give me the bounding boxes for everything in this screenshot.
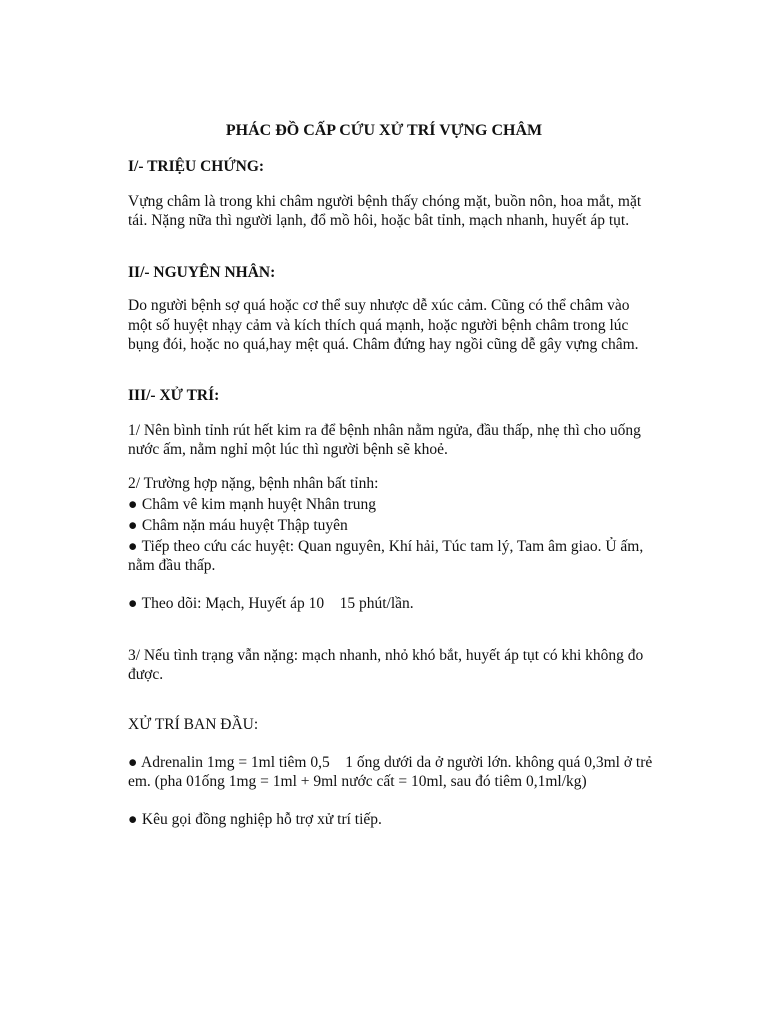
heading-initial-treatment: XỬ TRÍ BAN ĐẦU: (128, 716, 259, 733)
symptoms-line-2: tái. Nặng nữa thì người lạnh, đổ mồ hôi, hoặc bât tỉnh, mạch nhanh, huyết áp tụt. (128, 212, 630, 229)
adrenalin-line-1 (128, 753, 652, 773)
call-text: Kêu gọi đồng nghiệp hỗ trợ xử trí tiếp. (141, 811, 382, 828)
causes-line-1: Do người bệnh sợ quá hoặc cơ thể suy nhược dễ xúc cảm. Cũng có thể châm vào (128, 297, 630, 314)
adrenalin-text: Adrenalin 1mg = 1ml tiêm 0,5 1 ống dưới da ở người lớn. không quá 0,3ml ở trẻ (141, 754, 653, 771)
monitor-line (128, 594, 414, 614)
bullet-text: Tiếp theo cứu các huyệt: Quan nguyên, Khí hải, Túc tam lý, Tam âm giao. Ủ ấm, (141, 538, 644, 555)
treatment-2-intro: 2/ Trường hợp nặng, bệnh nhân bất tỉnh: (128, 475, 379, 492)
bullet-icon: ● (128, 811, 138, 828)
symptoms-line-1: Vựng châm là trong khi châm người bệnh thấy chóng mặt, buồn nôn, hoa mắt, mặt (128, 193, 642, 210)
bullet-icon: ● (128, 517, 138, 534)
adrenalin-line-2: em. (pha 01ống 1mg = 1ml + 9ml nước cất = 10ml, sau đó tiêm 0,1ml/kg) (128, 773, 587, 790)
treatment-2-bullet-2 (128, 516, 348, 536)
treatment-3-line-1: 3/ Nếu tình trạng vẫn nặng: mạch nhanh, nhỏ khó bắt, huyết áp tụt có khi không đo (128, 647, 644, 664)
document-title: PHÁC ĐỒ CẤP CỨU XỬ TRÍ VỰNG CHÂM (225, 122, 543, 139)
heading-causes: II/- NGUYÊN NHÂN: (128, 264, 276, 281)
bullet-icon: ● (128, 538, 138, 555)
treatment-2-bullet-1 (128, 495, 376, 515)
treatment-2-bullet-3-cont: nằm đầu thấp. (128, 557, 216, 574)
causes-line-3: bụng đói, hoặc no quá,hay mệt quá. Châm đứng hay ngồi cũng dễ gây vựng châm. (128, 336, 639, 353)
causes-line-2: một số huyệt nhạy cảm và kích thích quá mạnh, hoặc người bệnh châm trong lúc (128, 317, 629, 334)
call-colleague-line (128, 810, 382, 830)
bullet-icon: ● (128, 496, 138, 513)
heading-symptoms: I/- TRIỆU CHỨNG: (128, 158, 265, 175)
bullet-text: Châm vê kim mạnh huyệt Nhân trung (141, 496, 377, 513)
treatment-1-line-2: nước ấm, nằm nghỉ một lúc thì người bệnh sẽ khoẻ. (128, 441, 448, 458)
treatment-1-line-1: 1/ Nên bình tỉnh rút hết kim ra để bệnh nhân nằm ngửa, đầu thấp, nhẹ thì cho uống (128, 422, 641, 439)
bullet-icon: ● (128, 754, 138, 771)
treatment-2-bullet-3 (128, 537, 643, 557)
monitor-text: Theo dõi: Mạch, Huyết áp 10 15 phút/lần. (141, 595, 414, 612)
heading-treatment: III/- XỬ TRÍ: (128, 387, 220, 404)
bullet-icon: ● (128, 595, 138, 612)
treatment-3-line-2: được. (128, 666, 164, 683)
bullet-text: Châm nặn máu huyệt Thập tuyên (141, 517, 348, 534)
